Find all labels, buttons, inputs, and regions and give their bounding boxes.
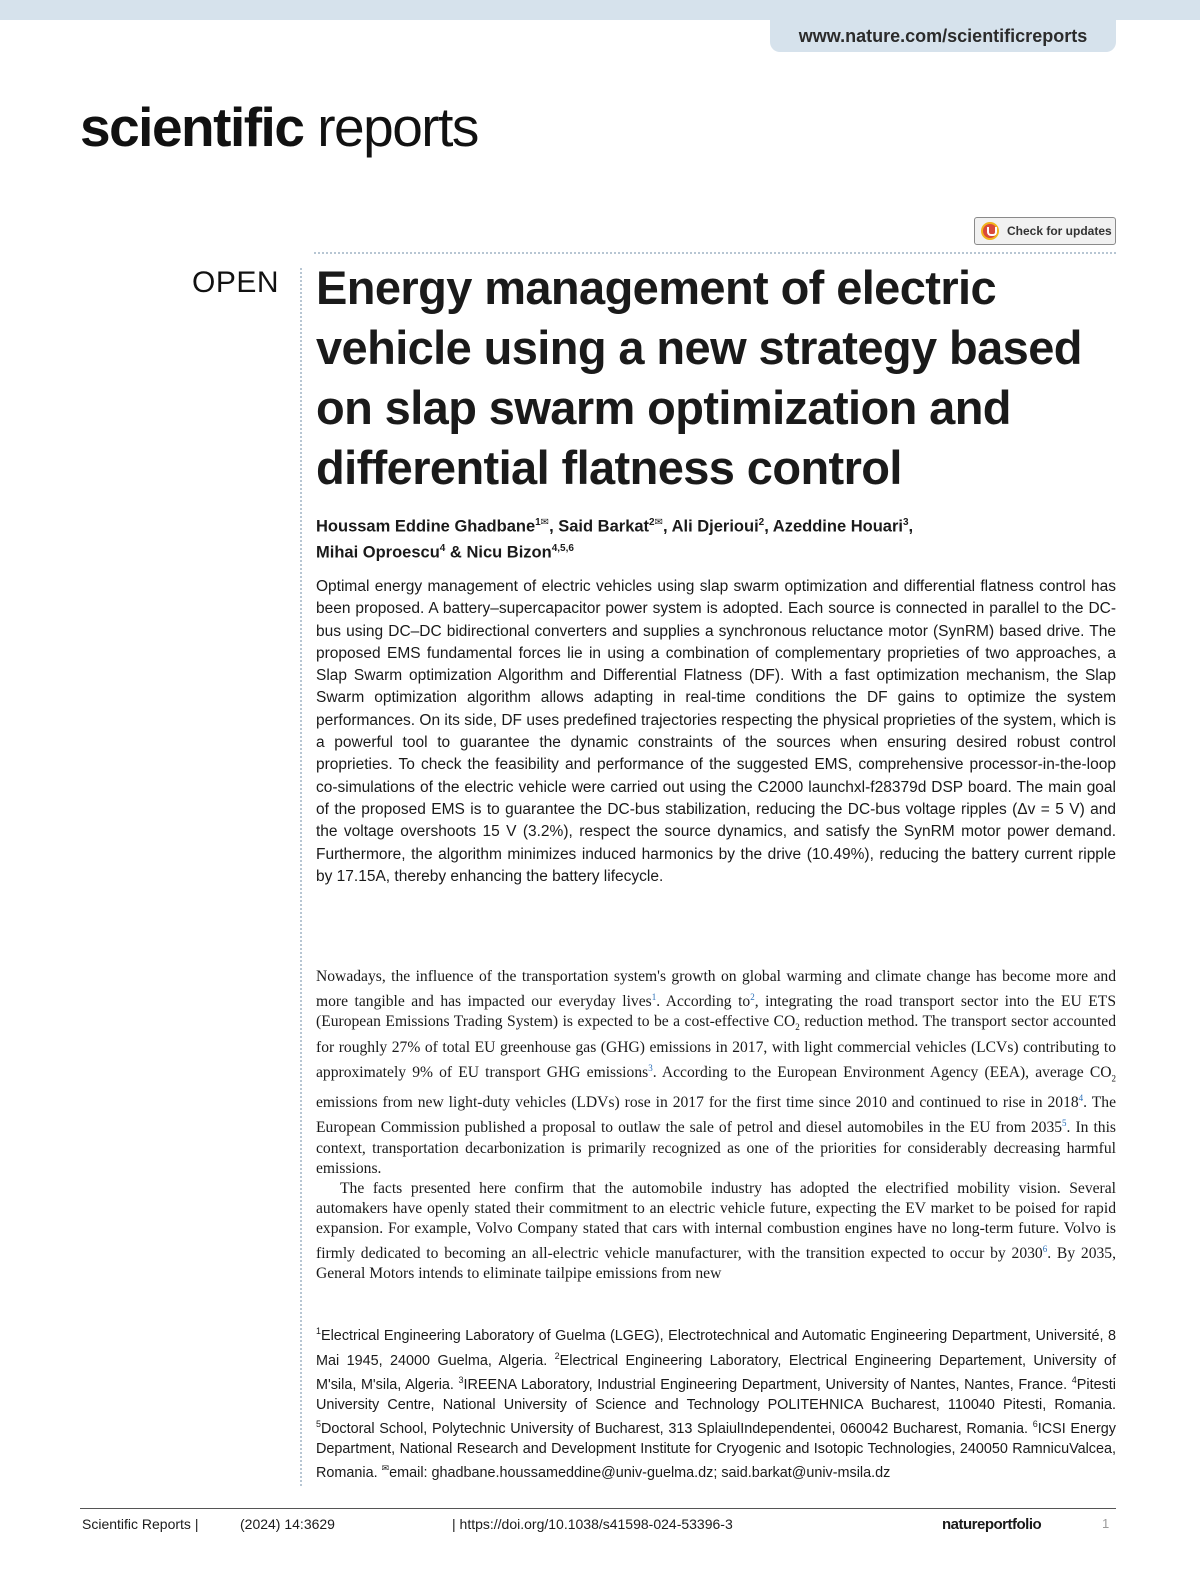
abstract: Optimal energy management of electric vehicles using slap swarm optimization and differential flatness control has been proposed. A battery–supercapacitor power system is adopted. Each source is connected in parallel to the DC-bus using DC–DC bidirectional converters and supplies a synchronous reluctance motor (SynRM) based drive. The proposed EMS fundamental forces lie in using a combination of complementary proprieties of two approaches, a Slap Swarm optimization Algorithm and Differential Flatness (DF). With a fast optimization mechanism, the Slap Swarm optimization algorithm allows adapting in real-time conditions the DF gains to optimize the system performances. On its side, DF uses predefined trajectories respecting the physical proprieties of the system, which is a powerful tool to guarantee the dynamic constraints of the sources when ensuring desired robust control proprieties. To check the feasibility and performance of the suggested EMS, comprehensive processor-in-the-loop co-simulations of the electric vehicle were carried out using the C2000 launchxl-f28379d DSP board. The main goal of the proposed EMS is to guarantee the DC-bus stabilization, reducing the DC-bus voltage ripples (Δv = 5 V) and the voltage overshoots 15 V (3.2%), respect the source dynamics, and satisfy the SynRM motor power demand. Furthermore, the algorithm minimizes induced harmonics by the drive (10.49%), reducing the battery current ripple by 17.15A, thereby enhancing the battery lifecycle. <box>316 578 1116 885</box>
reference-link[interactable]: 3 <box>648 1062 653 1073</box>
author-affiliation-mark[interactable]: 3 <box>902 517 909 528</box>
author-affiliation-mark[interactable]: 2✉ <box>649 517 663 528</box>
reference-link[interactable]: 4 <box>1078 1093 1084 1104</box>
content-rule <box>300 268 302 1486</box>
author-affiliation-mark[interactable]: 4 <box>439 542 446 554</box>
author-list: Houssam Eddine Ghadbane$^{1✉}$, Said Barkat$^{2✉}$, Ali Djerioui$^2$, Azeddine Houari$^3$, Mihai Oproescu$^4$ & Nicu Bizon$^{4,5,6}$ <box>316 517 914 561</box>
reference-link[interactable]: 2 <box>750 992 755 1003</box>
check-updates-icon <box>981 222 999 240</box>
body-paragraph: The facts presented here confirm that the automobile industry has adopted the electrified mobility vision. Several automakers have openly stated their commitment to an electric vehicle future, expecting the EV market to be poised for rapid expansion. For example, Volvo Company stated that cars with internal combustion engines have no long-term future. Volvo is firmly dedicated to becoming an all-electric vehicle manufacturer, with the transition expected to occur by 2030$^6$. By 2035, General Motors intends to eliminate tailpipe emissions from new <box>316 1179 1116 1283</box>
body-paragraph: Nowadays, the influence of the transportation system's growth on global warming and climate change has become more and more tangible and has impacted our everyday lives$^1$. According $to^2$, integrating the road transport sector into the EU ETS (European Emissions Trading System) is expected to be a cost-effective $CO_2$ reduction method. The transport sector accounted for roughly 27% of total EU greenhouse gas (GHG) emissions in 2017, with light commercial vehicles (LCVs) contributing to approximately 9% of EU transport GHG emissions$^3$. According to the European Environment Agency (EEA), average $CO_2$ emissions from new light-duty vehicles (LDVs) rose in 2017 for the first time since 2010 and continued to rise in 2018$^4$. The European Commission published a proposal to outlaw the sale of petrol and diesel automobiles in the EU from 2035$^5$. In this context, transportation decarbonization is primarily recognized as one of the priorities for considerably decreasing harmful emissions. <box>316 968 1117 1177</box>
publisher-logo: natureportfolio <box>942 1516 1042 1533</box>
open-access-label: OPEN <box>192 266 280 299</box>
author-name[interactable]: Said Barkat <box>558 517 650 536</box>
author-name[interactable]: Azeddine Houari <box>772 517 903 536</box>
article-body <box>316 967 1116 1284</box>
reference-link[interactable]: 6 <box>1042 1244 1048 1255</box>
reference-link[interactable]: 1 <box>651 992 657 1003</box>
author-name[interactable]: Houssam Eddine Ghadbane <box>316 517 536 536</box>
journal-logo-bold: scientific <box>80 96 304 158</box>
author-affiliation-mark[interactable]: 2 <box>758 517 765 528</box>
affiliations: $^1$Electrical Engineering Laboratory of Guelma (LGEG), Electrotechnical and Automatic Engineering Department, Université, 8 Mai 1945, 24000 Guelma, Algeria. $^2$Electrical Engineering Laboratory, Electrical Engineering Departement, University of M'sila, M'sila, Algeria. $^3$IREENA Laboratory, Industrial Engineering Department, University of Nantes, Nantes, France. $^4$Pitesti University Centre, National University of Science and Technology POLITEHNICA Bucharest, 110040 Pitesti, Romania. $^5$Doctoral School, Polytechnic University of Bucharest, 313 SplaiulIndependentei, 060042 Bucharest, Romania. $^6$ICSI Energy Department, National Research and Development Institute for Cryogenic and Isotopic Technologies, 240050 RamnicuValcea, Romania. ✉email: ghadbane.houssameddine@univ-guelma.dz; said.barkat@univ-msila.dz <box>316 1326 1116 1482</box>
author-name[interactable]: Nicu Bizon <box>466 543 552 561</box>
article-title: Energy management of electric vehicle using a new strategy based on slap swarm optimization and differential flatness control <box>316 261 1082 494</box>
footer-volume: (2024) 14:3629 <box>240 1516 335 1532</box>
journal-logo[interactable] <box>80 96 478 158</box>
email-icon: ✉ <box>381 1463 390 1474</box>
footer-journal-name: Scientific Reports | <box>82 1516 199 1532</box>
title-divider <box>314 252 1116 254</box>
author-affiliation-mark[interactable]: 4,5,6 <box>551 542 574 554</box>
top-band <box>0 0 1200 20</box>
check-for-updates-button[interactable] <box>974 217 1116 245</box>
footer-rule <box>80 1508 1116 1509</box>
page-number: 1 <box>1102 1516 1110 1531</box>
author-name[interactable]: Mihai Oproescu <box>316 543 440 561</box>
reference-link[interactable]: 5 <box>1062 1118 1067 1129</box>
check-updates-label: Check for updates <box>1007 224 1112 238</box>
doi-link[interactable]: | https://doi.org/10.1038/s41598-024-53396-3 <box>452 1516 733 1532</box>
journal-url-link[interactable]: www.nature.com/scientificreports <box>770 20 1116 52</box>
author-affiliation-mark[interactable]: 1✉ <box>535 517 550 528</box>
author-name[interactable]: Ali Djerioui <box>671 517 759 536</box>
contact-email[interactable]: email: ghadbane.houssameddine@univ-guelma.dz; said.barkat@univ-msila.dz <box>389 1465 891 1482</box>
journal-logo-light: reports <box>303 96 478 158</box>
